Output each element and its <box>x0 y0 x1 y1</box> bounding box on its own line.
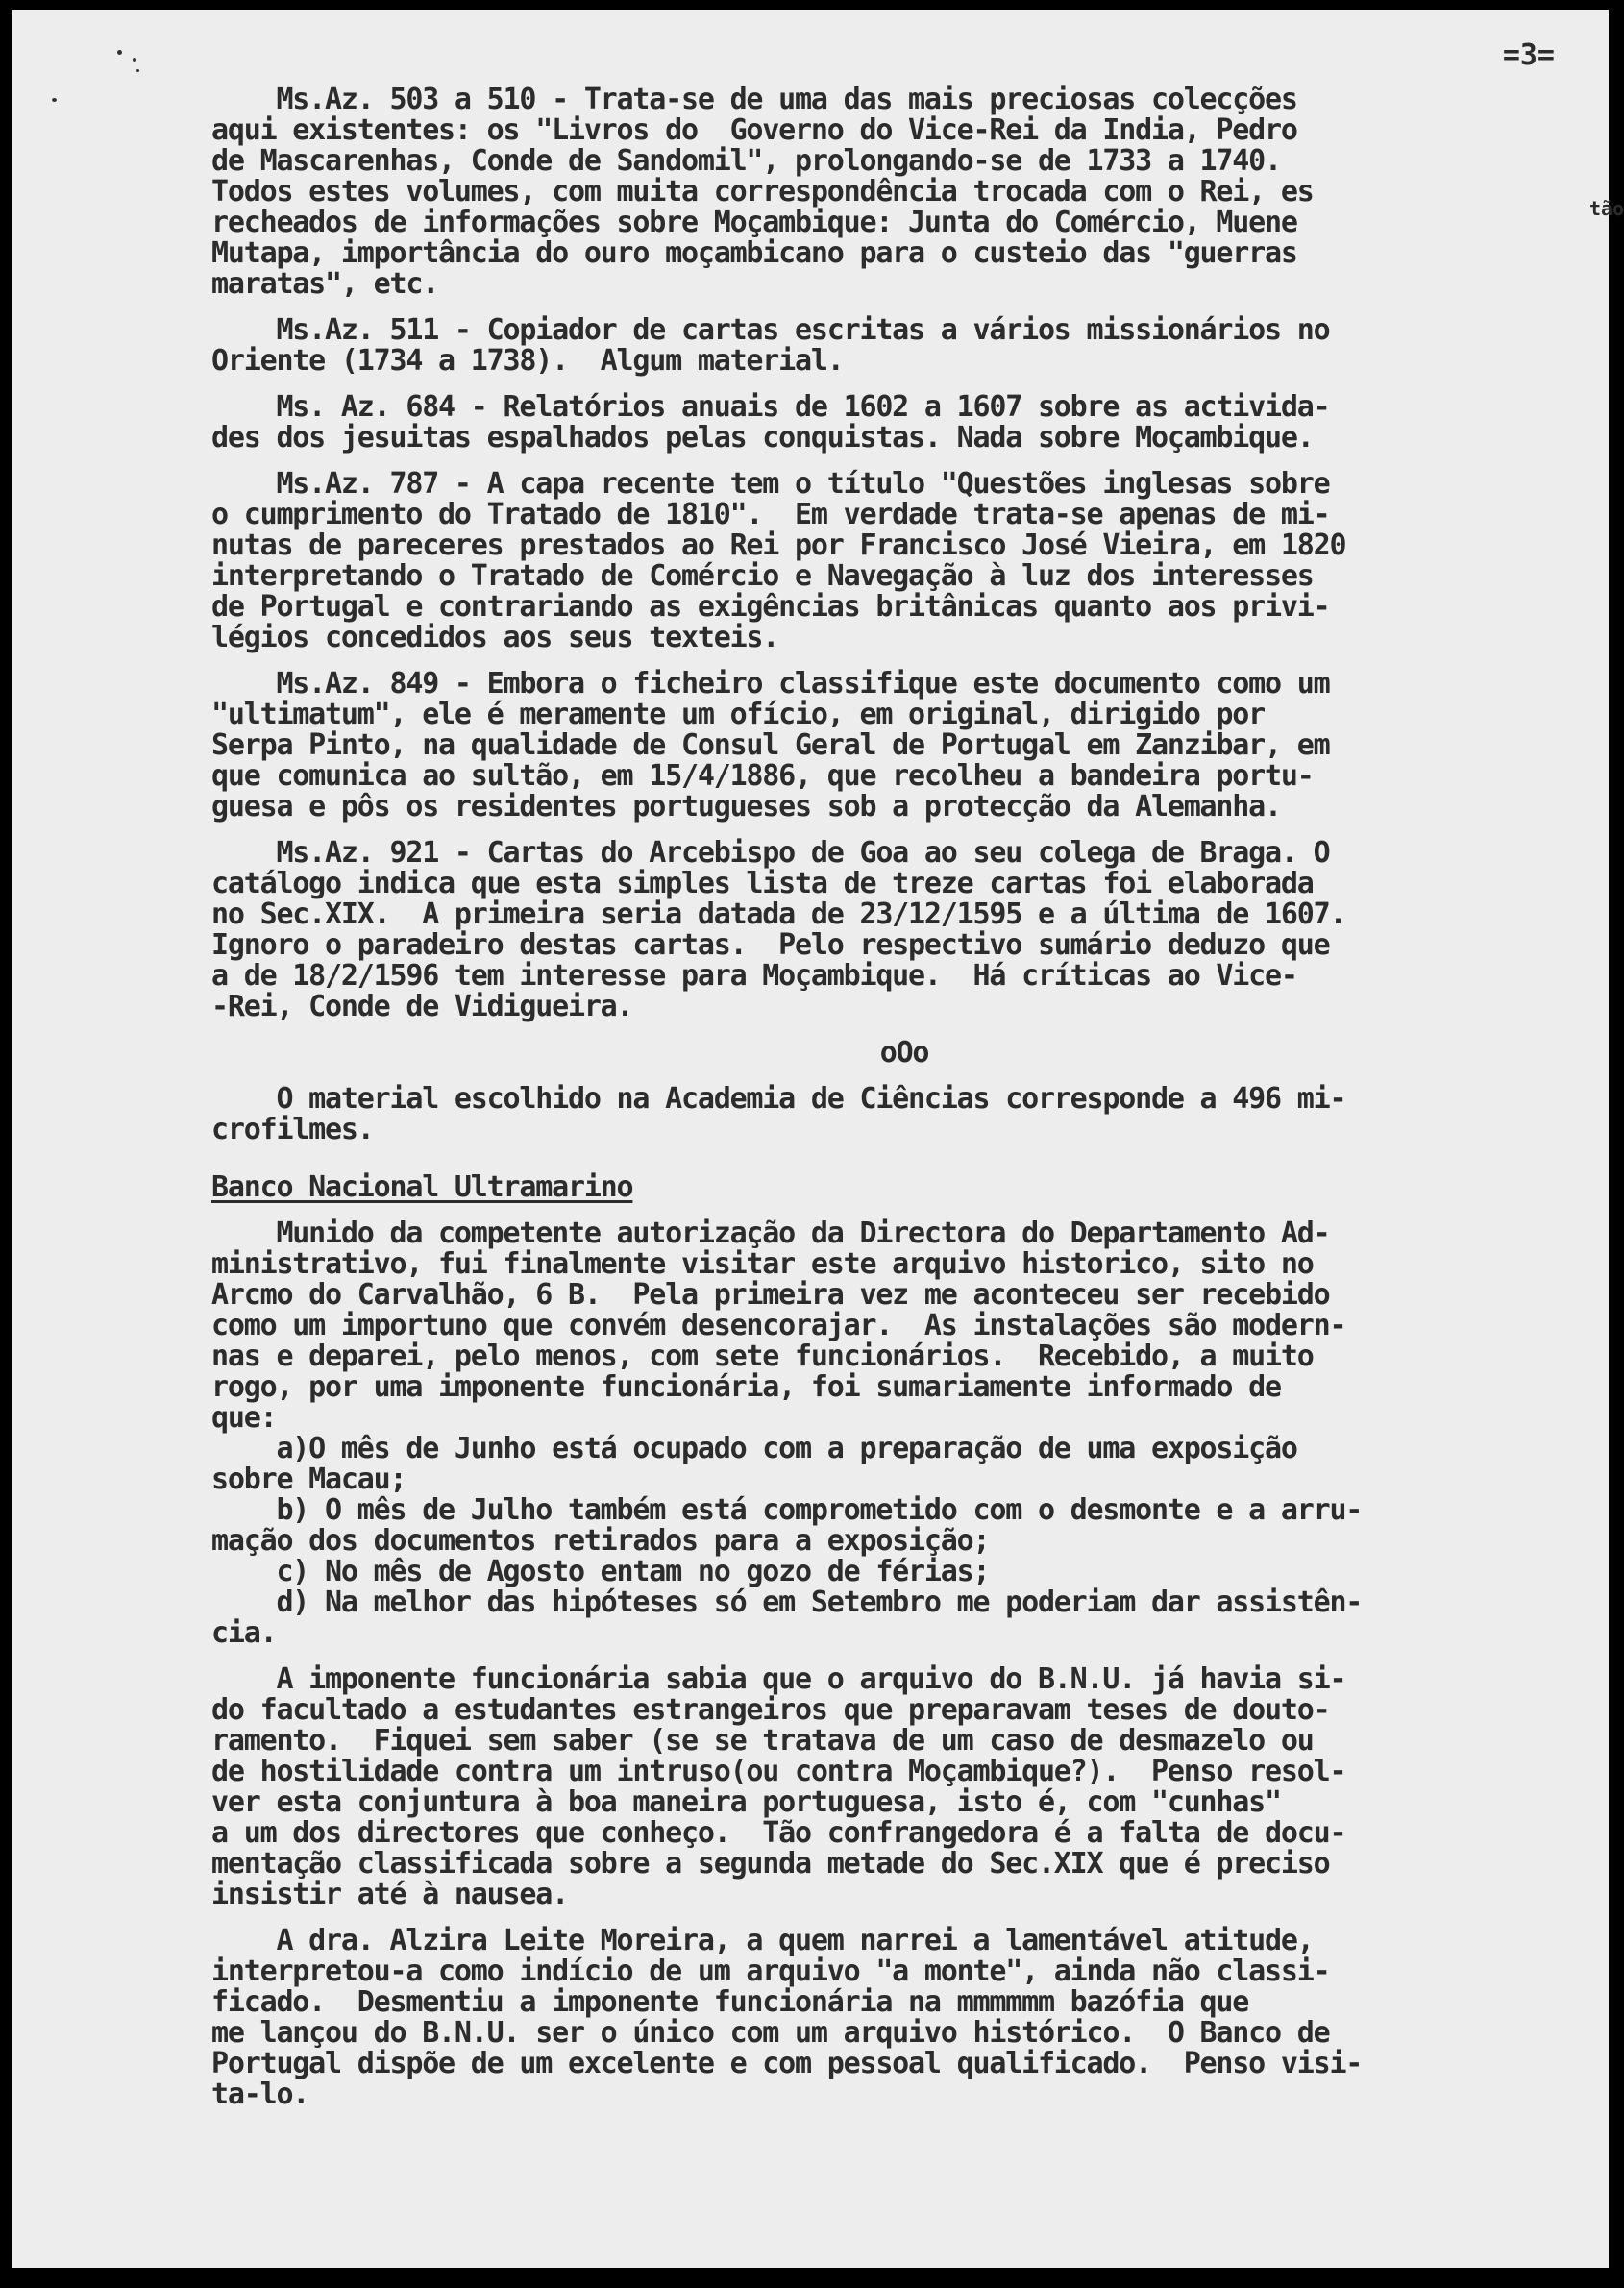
entry-ms503 <box>211 85 1597 300</box>
text-line: do facultado a estudantes estrangeiros que preparavam teses de douto- <box>211 1693 1330 1727</box>
text-line: ta-lo. <box>211 2078 309 2111</box>
entry-ms684 <box>211 392 1597 454</box>
text-line: mação dos documentos retirados para a exposição; <box>211 1524 990 1558</box>
entry-ms921 <box>211 838 1597 1022</box>
document-page <box>12 10 1624 2268</box>
text-line: que comunica ao sultão, em 15/4/1886, que recolheu a bandeira portu- <box>211 759 1314 793</box>
text-line: Serpa Pinto, na qualidade de Consul Geral de Portugal em Zanzibar, em <box>211 728 1330 762</box>
text-line: Ms.Az. 849 - Embora o ficheiro classifique este documento como um <box>211 667 1330 701</box>
text-line: Arcmo do Carvalhão, 6 B. Pela primeira vez me aconteceu ser recebido <box>211 1278 1330 1312</box>
text-line: catálogo indica que esta simples lista de treze cartas foi elaborada <box>211 867 1314 900</box>
text-line: c) No mês de Agosto entam no gozo de férias; <box>211 1555 990 1588</box>
text-line: Ms. Az. 684 - Relatórios anuais de 1602 a 1607 sobre as activida- <box>211 390 1330 424</box>
bnu-alzira-paragraph <box>211 1926 1597 2110</box>
text-line: aqui existentes: os "Livros do Governo do Vice-Rei da India, Pedro <box>211 113 1297 147</box>
text-line: cia. <box>211 1616 277 1650</box>
text-line: nas e deparei, pelo menos, com sete funcionários. Recebido, a muito <box>211 1340 1314 1373</box>
text-line: a um dos directores que conheço. Tão confrangedora é a falta de docu- <box>211 1816 1346 1850</box>
text-line: sobre Macau; <box>211 1463 406 1496</box>
text-line: des dos jesuitas espalhados pelas conquistas. Nada sobre Moçambique. <box>211 421 1314 455</box>
text-line: interpretou-a como indício de um arquivo "a monte", ainda não classi- <box>211 1955 1330 1988</box>
text-line: ministrativo, fui finalmente visitar este arquivo historico, sito no <box>211 1247 1314 1281</box>
text-line: -Rei, Conde de Vidigueira. <box>211 990 633 1023</box>
document-body <box>211 85 1597 2126</box>
text-line: guesa e pôs os residentes portugueses sob a protecção da Alemanha. <box>211 790 1281 824</box>
text-line: crofilmes. <box>211 1113 374 1146</box>
text-line: de Mascarenhas, Conde de Sandomil", prolongando-se de 1733 a 1740. <box>211 144 1281 178</box>
text-line: Ignoro o paradeiro destas cartas. Pelo respectivo sumário deduzo que <box>211 928 1330 962</box>
ink-speck <box>133 58 136 62</box>
academia-summary <box>211 1084 1597 1145</box>
text-line: "ultimatum", ele é meramente um ofício, em original, dirigido por <box>211 698 1265 731</box>
page-number: =3= <box>1502 38 1555 72</box>
entry-ms511 <box>211 315 1597 377</box>
text-line: interpretando o Tratado de Comércio e Navegação à luz dos interesses <box>211 559 1314 593</box>
text-line: ficado. Desmentiu a imponente funcionária na mmmmmm bazófia que <box>211 1985 1249 2019</box>
text-line: ver esta conjuntura à boa maneira portuguesa, isto é, com "cunhas" <box>211 1785 1281 1819</box>
text-line: a de 18/2/1596 tem interesse para Moçambique. Há críticas ao Vice- <box>211 959 1297 993</box>
text-line: a)O mês de Junho está ocupado com a preparação de uma exposição <box>211 1432 1297 1465</box>
ink-speck <box>136 69 139 72</box>
ink-speck <box>52 98 57 102</box>
text-line: maratas", etc. <box>211 267 439 301</box>
ink-speck <box>117 50 122 55</box>
text-line: Portugal dispõe de um excelente e com pessoal qualificado. Penso visi- <box>211 2047 1363 2080</box>
text-line: de hostilidade contra um intruso(ou contra Moçambique?). Penso resol- <box>211 1755 1346 1788</box>
text-line: Ms.Az. 921 - Cartas do Arcebispo de Goa ao seu colega de Braga. O <box>211 836 1330 870</box>
text-line: ramento. Fiquei sem saber (se se tratava de um caso de desmazelo ou <box>211 1724 1314 1758</box>
entry-ms787 <box>211 469 1597 653</box>
text-line: Munido da competente autorização da Directora do Departamento Ad- <box>211 1217 1330 1250</box>
margin-annotation: tão <box>1589 197 1624 220</box>
text-line: de Portugal e contrariando as exigências britânicas quanto aos privi- <box>211 590 1330 624</box>
manuscript-entries <box>211 85 1597 1022</box>
text-line: no Sec.XIX. A primeira seria datada de 23/12/1595 e a última de 1607. <box>211 898 1346 931</box>
text-line: Mutapa, importância do ouro moçambicano para o custeio das "guerras <box>211 236 1297 270</box>
text-line: me lançou do B.N.U. ser o único com um arquivo histórico. O Banco de <box>211 2016 1330 2050</box>
text-line: insistir até à nausea. <box>211 1878 568 1911</box>
section-separator: oOo <box>879 1036 929 1070</box>
text-line: A dra. Alzira Leite Moreira, a quem narrei a lamentável atitude, <box>211 1924 1314 1957</box>
text-line: Ms.Az. 787 - A capa recente tem o título "Questões inglesas sobre <box>211 467 1330 501</box>
text-line: A imponente funcionária sabia que o arquivo do B.N.U. já havia si- <box>211 1662 1346 1696</box>
text-line: d) Na melhor das hipóteses só em Setembro me poderiam dar assistên- <box>211 1586 1363 1619</box>
text-line: rogo, por uma imponente funcionária, foi sumariamente informado de <box>211 1370 1281 1404</box>
text-line: O material escolhido na Academia de Ciências corresponde a 496 mi- <box>211 1082 1346 1116</box>
text-line: mentação classificada sobre a segunda metade do Sec.XIX que é preciso <box>211 1847 1330 1881</box>
text-line: Oriente (1734 a 1738). Algum material. <box>211 344 844 378</box>
bnu-intro-paragraph <box>211 1218 1597 1649</box>
section-heading: Banco Nacional Ultramarino <box>211 1170 633 1204</box>
text-line: recheados de informações sobre Moçambique: Junta do Comércio, Muene <box>211 206 1297 239</box>
text-line: b) O mês de Julho também está comprometido com o desmonte e a arru- <box>211 1493 1363 1527</box>
bnu-student-paragraph <box>211 1664 1597 1910</box>
text-line: nutas de pareceres prestados ao Rei por Francisco José Vieira, em 1820 <box>211 529 1346 562</box>
text-line: como um importuno que convém desencorajar. As instalações são modern- <box>211 1309 1346 1342</box>
entry-ms849 <box>211 669 1597 823</box>
text-line: Todos estes volumes, com muita correspondência trocada com o Rei, es <box>211 175 1314 209</box>
text-line: o cumprimento do Tratado de 1810". Em verdade trata-se apenas de mi- <box>211 498 1330 531</box>
text-line: Ms.Az. 503 a 510 - Trata-se de uma das mais preciosas colecções <box>211 83 1297 116</box>
text-line: que: <box>211 1401 277 1435</box>
text-line: légios concedidos aos seus texteis. <box>211 621 779 654</box>
text-line: Ms.Az. 511 - Copiador de cartas escritas a vários missionários no <box>211 313 1330 347</box>
